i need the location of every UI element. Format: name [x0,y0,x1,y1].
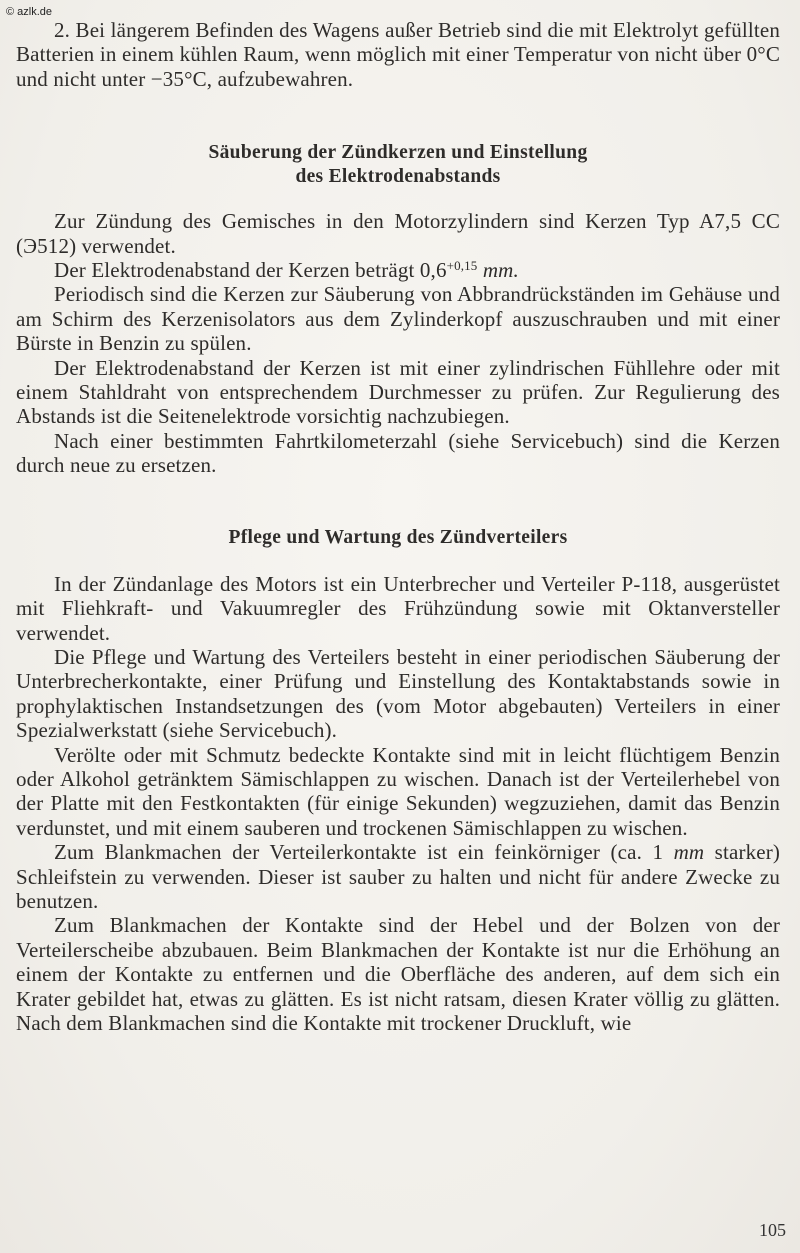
page-number: 105 [759,1220,786,1240]
paragraph: Zur Zündung des Gemisches in den Motorzylindern sind Kerzen Typ A7,5 CC (Э512) verwendet. [16,209,780,258]
page-content [16,18,780,1035]
paragraph-electrode-gap [16,258,780,282]
grindstone-rest: starker) Schleifstein zu verwenden. Dieser ist sauber zu halten und nicht für andere Zwecke zu benutzen. [16,840,780,913]
paragraph: Der Elektrodenabstand der Kerzen ist mit einer zylindrischen Fühllehre oder mit einem Stahldraht von entsprechendem Durchmesser zu prüfen. Zur Regulierung des Abstands ist die Seitenelektrode vorsichtig nachzubiegen. [16,355,780,429]
paragraph-grindstone [16,840,780,913]
watermark: © azlk.de [6,6,53,18]
heading-line-1: Säuberung der Zündkerzen und Einstellung [208,142,588,164]
paragraph: Nach einer bestimmten Fahrtkilometerzahl (siehe Servicebuch) sind die Kerzen durch neue zu ersetzen. [16,428,780,478]
heading-line-2: des Elektrodenabstands [295,166,501,188]
section-heading-spark-plugs [16,141,780,189]
gap-tolerance: +0,15 [446,258,478,274]
paragraph: In der Zündanlage des Motors ist ein Unterbrecher und Verteiler P-118, ausgerüstet mit Fliehkraft- und Vakuumregler des Frühzündung sowie mit Oktanversteller verwendet. [16,571,780,645]
gap-text: Der Elektrodenabstand der Kerzen beträgt 0,6 [54,258,447,283]
grindstone-unit: mm [673,840,705,865]
paragraph: Periodisch sind die Kerzen zur Säuberung von Abbrandrückständen im Gehäuse und am Schirm des Kerzenisolators aus dem Zylinderkopf auszuschrauben und mit einer Bürste in Benzin zu spülen. [16,282,780,356]
gap-unit: mm. [477,258,519,283]
paragraph: Die Pflege und Wartung des Verteilers besteht in einer periodischen Säuberung der Unterbrecherkontakte, einer Prüfung und Einstellung des Kontaktabstands sowie in prophylaktischen Instandsetzungen des (vom Motor abgebauten) Verteilers in einer Spezialwerkstatt (siehe Servicebuch). [16,644,780,743]
paragraph: Zum Blankmachen der Kontakte sind der Hebel und der Bolzen von der Verteilerscheibe abzubauen. Beim Blankmachen der Kontakte ist nur die Erhöhung an einem der Kontakte zu entfernen und die Oberfläche des anderen, auf dem sich ein Krater gebildet hat, etwas zu glätten. Es ist nicht ratsam, diesen Krater völlig zu glätten. Nach dem Blankmachen sind die Kontakte mit trockener Druckluft, wie [16,913,780,1035]
intro-paragraph: 2. Bei längerem Befinden des Wagens außer Betrieb sind die mit Elektrolyt gefüllten Batterien in einem kühlen Raum, wenn möglich mit einer Temperatur von nicht über 0°C und nicht unter −35°C, aufzubewahren. [16,18,780,91]
grindstone-text: Zum Blankmachen der Verteilerkontakte ist ein feinkörniger (ca. 1 [54,840,674,865]
paragraph: Verölte oder mit Schmutz bedeckte Kontakte sind mit in leicht flüchtigem Benzin oder Alkohol getränktem Sämischlappen zu wischen. Danach ist der Verteilerhebel von der Platte mit den Festkontakten (für einige Sekunden) wegzuziehen, damit das Benzin verdunstet, und mit einem sauberen und trockenen Sämischlappen zu wischen. [16,742,780,840]
section-heading-distributor: Pflege und Wartung des Zündverteilers [228,526,568,548]
